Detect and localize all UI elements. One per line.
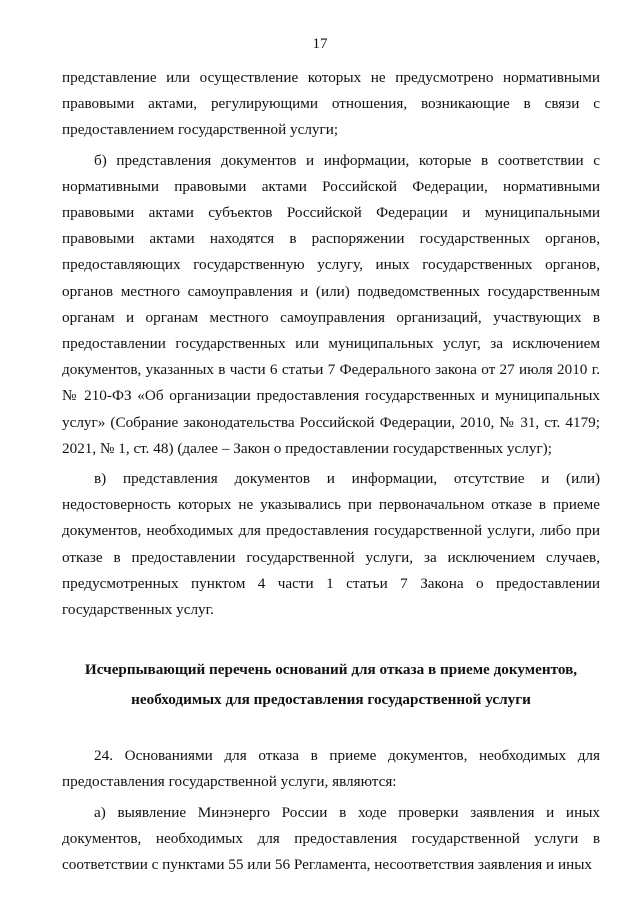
paragraph-item-b: б) представления документов и информации, которые в соответствии с нормативными правовыми актами Российской Федерации, нормативными правовыми актами субъектов Российской Федерации и муниципальными правовыми актами находятся в распоряжении государственных органов, предоставляющих государственную услугу, иных государственных органов, органов местного самоуправления и (или) подведомственных государственным органам и органам местного самоуправления организаций, участвующих в предоставлении государственных или муниципальных услуг, за исключением документов, указанных в части 6 статьи 7 Федерального закона от 27 июля 2010 г. № 210-ФЗ «Об организации предоставления государственных и муниципальных услуг» (Собрание законодательства Российской Федерации, 2010, № 31, ст. 4179; 2021, № 1, ст. 48) (далее – Закон о предоставлении государственных услуг); [62,151,600,457]
page-number: 17 [312,36,328,52]
section-heading [62,655,600,715]
paragraph-item-24: 24. Основаниями для отказа в приеме документов, необходимых для предоставления государственной услуги, являются: [62,747,600,791]
paragraph-continued: представление или осуществление которых не предусмотрено нормативными правовыми актами, регулирующими отношения, возникающие в связи с предоставлением государственной услуги; [62,69,600,139]
document-body [62,65,600,882]
paragraph-item-v: в) представления документов и информации, отсутствие и (или) недостоверность которых не указывались при первоначальном отказе в приеме документов, необходимых для предоставления государственной услуги, либо при отказе в предоставлении государственной услуги, за исключением случаев, предусмотренных пунктом 4 части 1 статьи 7 Закона о предоставлении государственных услуг. [62,470,600,619]
section-heading-line-1: Исчерпывающий перечень оснований для отказа в приеме документов, [84,661,578,679]
paragraph-item-a: а) выявление Минэнерго России в ходе проверки заявления и иных документов, необходимых для предоставления государственной услуги в соответствии с пунктами 55 или 56 Регламента, несоответствия заявления и иных [62,803,600,874]
section-heading-line-2: необходимых для предоставления государственной услуги [131,691,531,709]
